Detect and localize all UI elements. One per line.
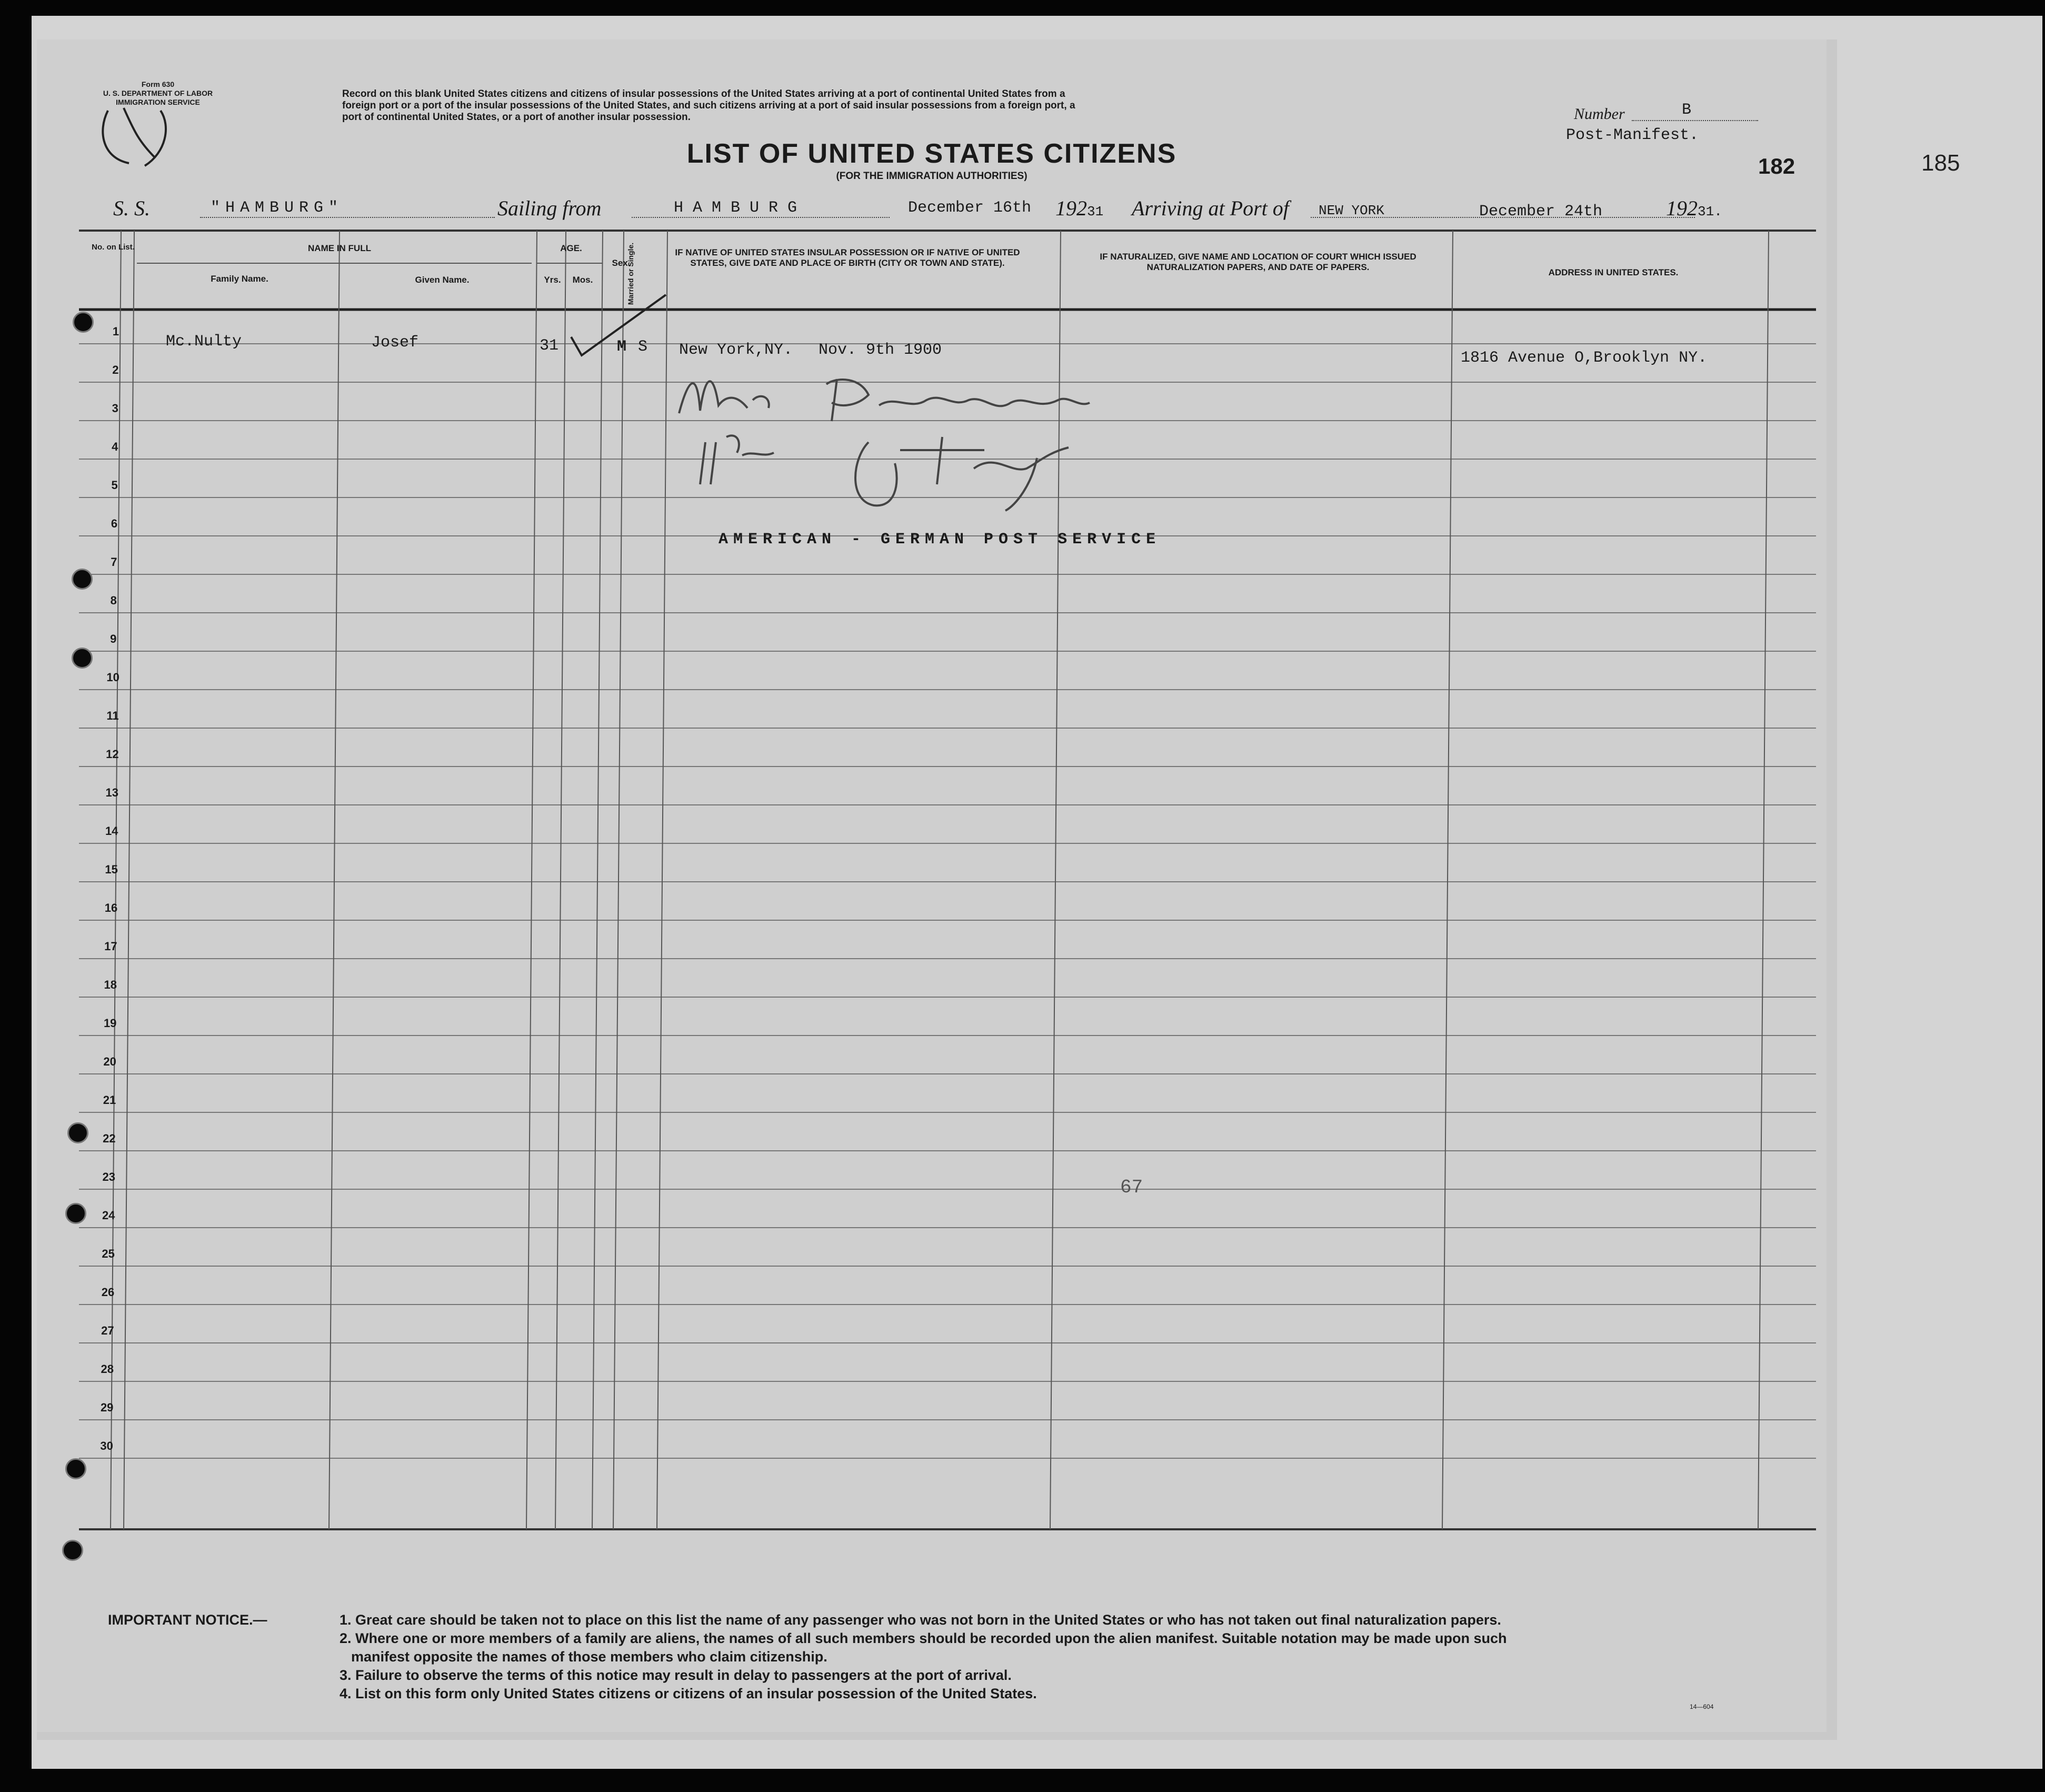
- col-border-family: [124, 231, 134, 1529]
- col-border-sex: [592, 231, 603, 1529]
- form-subtitle: (FOR THE IMMIGRATION AUTHORITIES): [836, 171, 1028, 182]
- instruction-line: foreign port or a port of the insular possessions of the United States, and such citizens arriving at a port of said insular possessions from a foreign port, a: [342, 100, 1075, 111]
- arriving-port: NEW YORK: [1319, 203, 1384, 218]
- col-border-end: [1758, 231, 1769, 1529]
- col-border-address: [1442, 231, 1453, 1529]
- entry-birth-place: New York,NY.: [679, 341, 793, 359]
- department-name: U. S. DEPARTMENT OF LABOR: [103, 89, 213, 97]
- binder-hole: [72, 648, 93, 669]
- sailing-year: 19231: [1055, 196, 1104, 220]
- row-number: 24: [102, 1209, 115, 1222]
- notice-item: 1. Great care should be taken not to place on this list the name of any passenger who was not born in the United States or who has not taken out final naturalization papers.: [340, 1612, 1501, 1628]
- form-number: Form 630: [141, 80, 175, 88]
- header-address: ADDRESS IN UNITED STATES.: [1548, 267, 1679, 277]
- col-border-given: [329, 231, 340, 1529]
- handwritten-annotation: [669, 363, 1105, 516]
- arriving-label: Arriving at Port of: [1132, 196, 1289, 220]
- row-number: 25: [102, 1247, 115, 1260]
- header-sex: Sex.: [612, 258, 631, 268]
- row-number: 3: [112, 402, 118, 415]
- row-number: 7: [111, 555, 117, 569]
- notice-heading: IMPORTANT NOTICE.—: [108, 1612, 267, 1628]
- number-value: B: [1682, 101, 1692, 119]
- col-border-yrs: [526, 231, 537, 1529]
- binder-hole: [62, 1540, 83, 1561]
- misc-mark: 67: [1120, 1177, 1143, 1198]
- header-name-in-full: NAME IN FULL: [308, 243, 371, 253]
- entry-sex: M: [617, 338, 627, 356]
- header-naturalized: IF NATURALIZED, GIVE NAME AND LOCATION OF COURT WHICH ISSUED NATURALIZATION PAPERS, AND DATE OF PAPERS.: [1100, 252, 1416, 272]
- row-number: 22: [103, 1132, 116, 1145]
- entry-given-name: Josef: [371, 334, 419, 352]
- number-label: Number: [1574, 105, 1625, 123]
- row-number: 8: [110, 594, 117, 607]
- header-yrs: Yrs.: [544, 275, 561, 285]
- service-name: IMMIGRATION SERVICE: [116, 98, 200, 106]
- notice-item: 4. List on this form only United States citizens or citizens of an insular possession of the United States.: [340, 1686, 1037, 1701]
- binder-hole: [73, 312, 94, 333]
- page-number-outer: 185: [1921, 150, 1960, 176]
- notice-item: 3. Failure to observe the terms of this notice may result in delay to passengers at the port of arrival.: [340, 1667, 1012, 1683]
- row-number: 30: [100, 1439, 113, 1452]
- row-number: 28: [101, 1362, 114, 1376]
- header-age: AGE.: [560, 243, 582, 253]
- binder-hole: [72, 569, 93, 590]
- row-number: 13: [105, 786, 119, 799]
- manifest-type: Post-Manifest.: [1566, 126, 1699, 144]
- ship-name: "HAMBURG": [211, 199, 344, 217]
- binder-hole: [65, 1203, 86, 1224]
- row-number: 18: [104, 978, 117, 991]
- sailing-label: Sailing from: [497, 196, 602, 220]
- ss-label: S. S.: [113, 196, 150, 220]
- row-number: 21: [103, 1093, 116, 1107]
- notice-item: 2. Where one or more members of a family are aliens, the names of all such members should be recorded upon the alien manifest. Suitable notation may be made upon such: [340, 1630, 1507, 1646]
- entry-address: 1816 Avenue O,Brooklyn NY.: [1461, 349, 1708, 367]
- header-birth: IF NATIVE OF UNITED STATES INSULAR POSSESSION OR IF NATIVE OF UNITED STATES, GIVE DATE AND PLACE OF BIRTH (CITY OR TOWN AND STATE).: [675, 247, 1020, 268]
- instruction-line: port of continental United States, or a port of another insular possession.: [342, 112, 691, 123]
- binder-hole: [65, 1458, 86, 1479]
- row-number: 5: [111, 479, 118, 492]
- row-number: 4: [112, 440, 118, 453]
- header-given-name: Given Name.: [415, 275, 470, 285]
- entry-age-years: 31: [540, 337, 559, 355]
- col-border-married: [613, 231, 627, 1529]
- entry-family-name: Mc.Nulty: [166, 333, 242, 351]
- row-number: 15: [105, 863, 118, 876]
- post-service-stamp: AMERICAN - GERMAN POST SERVICE: [719, 531, 1161, 549]
- arriving-date: December 24th: [1479, 203, 1603, 221]
- sailing-from-port: HAMBURG: [674, 199, 807, 217]
- col-border-birth: [657, 231, 667, 1529]
- row-number: 17: [104, 940, 117, 953]
- row-number: 26: [101, 1286, 115, 1299]
- notice-item: manifest opposite the names of those members who claim citizenship.: [351, 1649, 827, 1665]
- row-number: 14: [105, 824, 118, 838]
- header-married-single: Married or Single.: [626, 242, 635, 305]
- entry-birth-date: Nov. 9th 1900: [819, 341, 942, 359]
- row-number: 29: [100, 1401, 114, 1414]
- arriving-year: 19231.: [1666, 196, 1722, 220]
- print-code: 14—604: [1690, 1703, 1714, 1710]
- row-number: 16: [104, 901, 118, 914]
- row-number: 9: [110, 632, 117, 645]
- row-number: 6: [111, 517, 118, 530]
- row-number: 10: [106, 671, 119, 684]
- binder-hole: [67, 1122, 88, 1143]
- row-number: 12: [106, 748, 119, 761]
- row-number: 27: [101, 1324, 114, 1337]
- header-no-on-list: No. on List.: [92, 243, 135, 252]
- col-border-mos: [555, 231, 566, 1529]
- instruction-line: Record on this blank United States citizens and citizens of insular possessions of the United States arriving at a port of continental United States from a: [342, 88, 1065, 99]
- entry-marital: S: [638, 338, 648, 356]
- header-family-name: Family Name.: [211, 274, 268, 284]
- row-number: 20: [103, 1055, 116, 1068]
- row-number: 1: [112, 325, 119, 338]
- row-number: 23: [102, 1170, 116, 1183]
- notice-body: [340, 1611, 1813, 1703]
- sailing-date: December 16th: [908, 199, 1032, 217]
- form-title: LIST OF UNITED STATES CITIZENS: [686, 138, 1177, 169]
- row-number: 11: [106, 709, 119, 722]
- row-number: 19: [103, 1017, 117, 1030]
- page-number: 182: [1758, 154, 1795, 178]
- header-mos: Mos.: [572, 275, 593, 285]
- row-number: 2: [112, 363, 119, 376]
